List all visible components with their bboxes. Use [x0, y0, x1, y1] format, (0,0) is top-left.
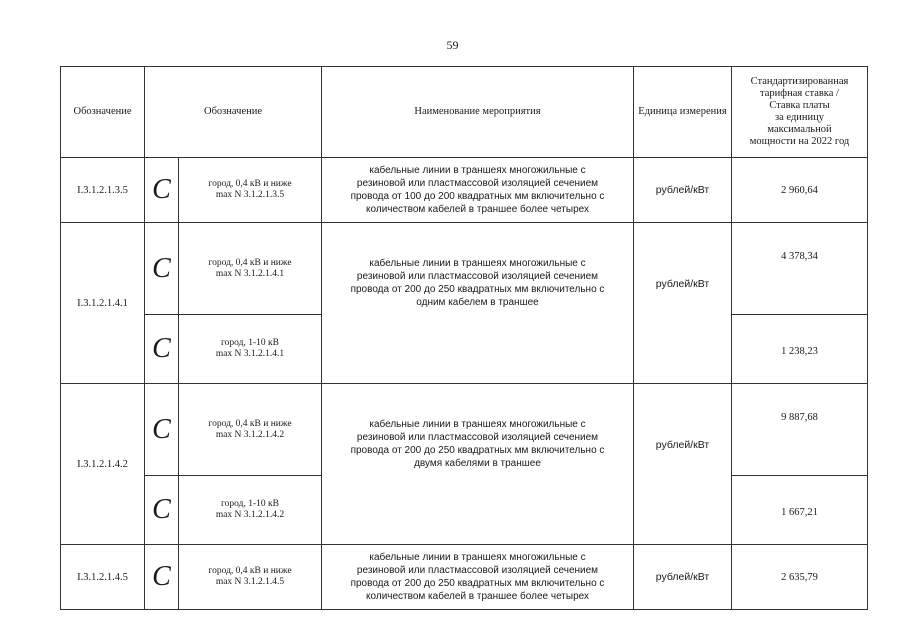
row-unit: рублей/кВт: [634, 384, 732, 545]
row-value: 1 238,23: [732, 315, 868, 384]
description-line: кабельные линии в траншеях многожильные с: [369, 552, 586, 563]
row-condition: [179, 476, 322, 545]
description-line: провода от 200 до 250 квадратных мм включительно с: [350, 445, 605, 456]
header-designation: Обозначение: [61, 67, 145, 158]
header-rate-line: Ставка платы: [769, 100, 830, 111]
header-designation-2: Обозначение: [145, 67, 322, 158]
condition-line: город, 0,4 кВ и ниже: [208, 257, 292, 268]
row-code: I.3.1.2.1.4.5: [61, 545, 145, 610]
tariff-letter: C: [145, 223, 179, 315]
tariff-table: [60, 66, 868, 610]
tariff-letter: C: [145, 476, 179, 545]
row-value: 2 960,64: [732, 158, 868, 223]
description-line: провода от 200 до 250 квадратных мм включительно с: [350, 284, 605, 295]
row-code: I.3.1.2.1.4.1: [61, 223, 145, 384]
page-number: 59: [446, 38, 459, 52]
row-description: [322, 223, 634, 384]
table-row: [61, 384, 868, 476]
description-line: резиновой или пластмассовой изоляцией сечением: [356, 432, 599, 443]
header-rate-line: за единицу: [774, 112, 825, 123]
description-line: резиновой или пластмассовой изоляцией сечением: [356, 178, 599, 189]
description-line: резиновой или пластмассовой изоляцией сечением: [356, 271, 599, 282]
header-rate-line: Стандартизированная: [750, 76, 849, 87]
row-description: [322, 158, 634, 223]
table-row: [61, 545, 868, 610]
condition-line: max N 3.1.2.1.3.5: [215, 190, 285, 200]
description-line: двумя кабелями в траншее: [414, 458, 541, 469]
condition-line: max N 3.1.2.1.4.1: [215, 349, 285, 359]
row-code: I.3.1.2.1.4.2: [61, 384, 145, 545]
row-condition: [179, 315, 322, 384]
table-row: [61, 158, 868, 223]
row-description: [322, 545, 634, 610]
row-condition: [179, 545, 322, 610]
header-rate-line: тарифная ставка /: [760, 88, 839, 99]
row-unit: рублей/кВт: [634, 158, 732, 223]
description-line: одним кабелем в траншее: [416, 297, 539, 308]
row-value: 1 667,21: [732, 476, 868, 545]
description-line: резиновой или пластмассовой изоляцией сечением: [356, 565, 599, 576]
description-line: количеством кабелей в траншее более четырех: [366, 204, 589, 215]
tariff-letter: C: [145, 158, 179, 223]
row-value: 4 378,34: [732, 223, 868, 315]
row-condition: [179, 223, 322, 315]
description-line: кабельные линии в траншеях многожильные с: [369, 165, 586, 176]
row-condition: [179, 384, 322, 476]
description-line: провода от 100 до 200 квадратных мм включительно с: [350, 191, 605, 202]
row-condition: [179, 158, 322, 223]
row-value: 2 635,79: [732, 545, 868, 610]
tariff-letter: C: [145, 545, 179, 610]
row-description: [322, 384, 634, 545]
description-line: кабельные линии в траншеях многожильные с: [369, 258, 586, 269]
table-header-row: [61, 67, 868, 158]
row-unit: рублей/кВт: [634, 545, 732, 610]
row-code: I.3.1.2.1.3.5: [61, 158, 145, 223]
condition-line: город, 0,4 кВ и ниже: [208, 179, 292, 189]
header-rate-line: мощности на 2022 год: [749, 136, 850, 147]
header-unit: Единица измерения: [634, 67, 732, 158]
header-rate: [732, 67, 868, 158]
header-rate-line: максимальной: [767, 124, 832, 135]
description-line: количеством кабелей в траншее более четырех: [366, 591, 589, 602]
condition-line: город, 1-10 кВ: [221, 338, 279, 348]
table-row: [61, 223, 868, 315]
condition-line: max N 3.1.2.1.4.1: [215, 268, 285, 279]
condition-line: город, 1-10 кВ: [221, 499, 279, 509]
description-line: провода от 200 до 250 квадратных мм включительно с: [350, 578, 605, 589]
tariff-letter: C: [145, 384, 179, 476]
tariff-letter: C: [145, 315, 179, 384]
condition-line: max N 3.1.2.1.4.2: [215, 510, 285, 520]
condition-line: город, 0,4 кВ и ниже: [208, 418, 292, 429]
condition-line: город, 0,4 кВ и ниже: [208, 566, 292, 576]
header-measure-name: Наименование мероприятия: [322, 67, 634, 158]
row-unit: рублей/кВт: [634, 223, 732, 384]
description-line: кабельные линии в траншеях многожильные с: [369, 419, 586, 430]
row-value: 9 887,68: [732, 384, 868, 476]
condition-line: max N 3.1.2.1.4.2: [215, 429, 285, 440]
condition-line: max N 3.1.2.1.4.5: [215, 577, 285, 587]
